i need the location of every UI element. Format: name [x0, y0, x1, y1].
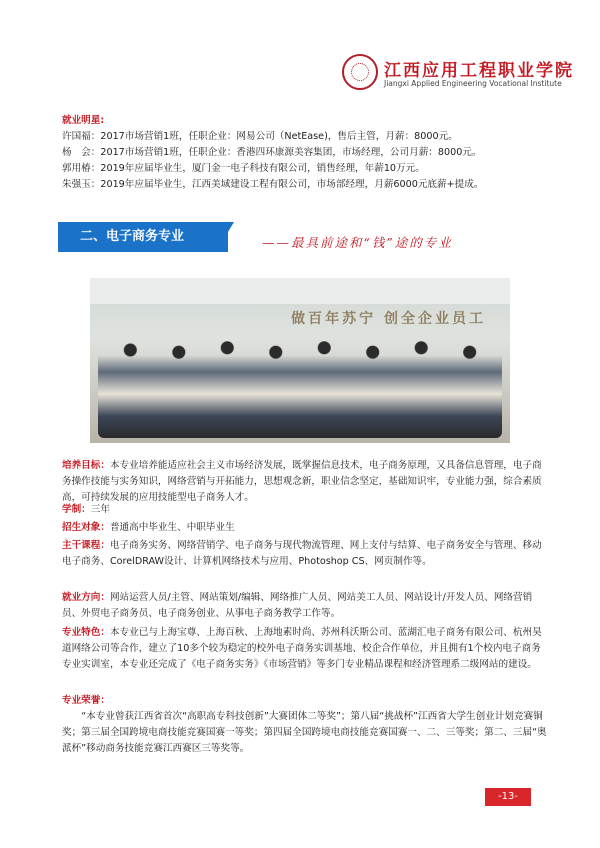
- core-courses: [62, 538, 550, 570]
- courses-label: 主干课程：: [62, 540, 110, 551]
- group-photo: [90, 278, 510, 443]
- program-honors: [62, 693, 550, 757]
- target-text: 本专业培养能适应社会主义市场经济发展，既掌握信息技术，电子商务原理，又具备信息管理，电子商务操作技能与实务知识，网络营销与开拓能力，思想观念新，职业信念坚定，基础知识牢，专业能力强，综合素质高，可持续发展的应用技能型电子商务人才。: [62, 460, 542, 503]
- photo-ceiling: [90, 278, 510, 304]
- photo-crowd: [98, 328, 502, 438]
- duration-label: 学制：: [62, 504, 91, 515]
- page-number: -13-: [485, 788, 531, 806]
- courses-text: 电子商务实务、网络营销学、电子商务与现代物流管理、网上支付与结算、电子商务安全与管理、移动电子商务、CorelDRAW设计、计算机网络技术与应用、Photoshop CS、网页制作等。: [62, 540, 542, 567]
- star-entry: 杨 会：2017市场营销1班，任职企业：香港四环康源美容集团，市场经理，公司月薪：8000元。: [62, 147, 482, 158]
- section-slogan: ——最具前途和“钱”途的专业: [262, 235, 453, 250]
- school-name-en: Jiangxi Applied Engineering Vocational Institute: [384, 79, 562, 88]
- page-header: [342, 54, 574, 98]
- features-label: 专业特色：: [62, 627, 110, 638]
- enroll-label: 招生对象：: [62, 522, 110, 533]
- section-banner: 二、电子商务专业: [58, 222, 228, 252]
- jobs-label: 就业方向：: [62, 592, 110, 603]
- features-text: 本专业已与上海宝尊、上海百秋、上海地素时尚、苏州科沃斯公司、蓝湖汇电子商务有限公司、杭州昊道网络公司等合作，建立了10多个较为稳定的校外电子商务实训基地、校企合作单位，并且拥有1个校内电子商务专业实训室，本专业还完成了《电子商务实务》《市场营销》等多门专业精品课程和经济管理系二级网站的建设。: [62, 627, 542, 670]
- target-label: 培养目标：: [62, 460, 110, 471]
- duration-text: 三年: [90, 504, 110, 515]
- enroll-text: 普通高中毕业生、中职毕业生: [109, 522, 235, 533]
- employment-stars-heading: 就业明星:: [62, 115, 105, 126]
- school-name-cn: 江西应用工程职业学院: [384, 61, 574, 81]
- jobs-text: 网站运营人员/主管、网站策划/编辑、网络推广人员、网站美工人员、网站设计/开发人员、网络营销员、外贸电子商务员、电子商务创业、从事电子商务教学工作等。: [62, 592, 533, 619]
- section-banner-tail: [216, 222, 234, 252]
- school-seal-logo: [342, 54, 378, 90]
- star-entry: 许国福：2017市场营销1班，任职企业：网易公司（NetEase)，售后主管，月薪：8000元。: [62, 131, 458, 142]
- photo-wall-text: 做百年苏宁 创全企业员工: [291, 311, 486, 327]
- program-features: [62, 625, 550, 673]
- training-target: [62, 458, 550, 506]
- honors-label: 专业荣誉：: [62, 695, 110, 706]
- star-entry: 朱强玉：2019年应届毕业生，江西美域建设工程有限公司，市场部经理，月薪6000元底薪+提成。: [62, 179, 484, 190]
- employment-stars: [62, 113, 550, 193]
- career-directions: [62, 590, 550, 622]
- enrollment: [62, 520, 550, 536]
- program-duration: [62, 502, 550, 518]
- honors-text: “本专业曾获江西省首次“高职高专科技创新”大赛团体二等奖”；第八届“挑战杯”江西省大学生创业计划竞赛铜奖；第三届全国跨境电商技能竞赛国赛一等奖；第四届全国跨境电商技能竞赛国赛一、二、三等奖；第二、三届“奥派杯”移动商务技能竞赛江西赛区三等奖等。: [62, 711, 547, 754]
- star-entry: 郭用椿：2019年应届毕业生，厦门金一电子科技有限公司，销售经理，年薪10万元。: [62, 163, 425, 174]
